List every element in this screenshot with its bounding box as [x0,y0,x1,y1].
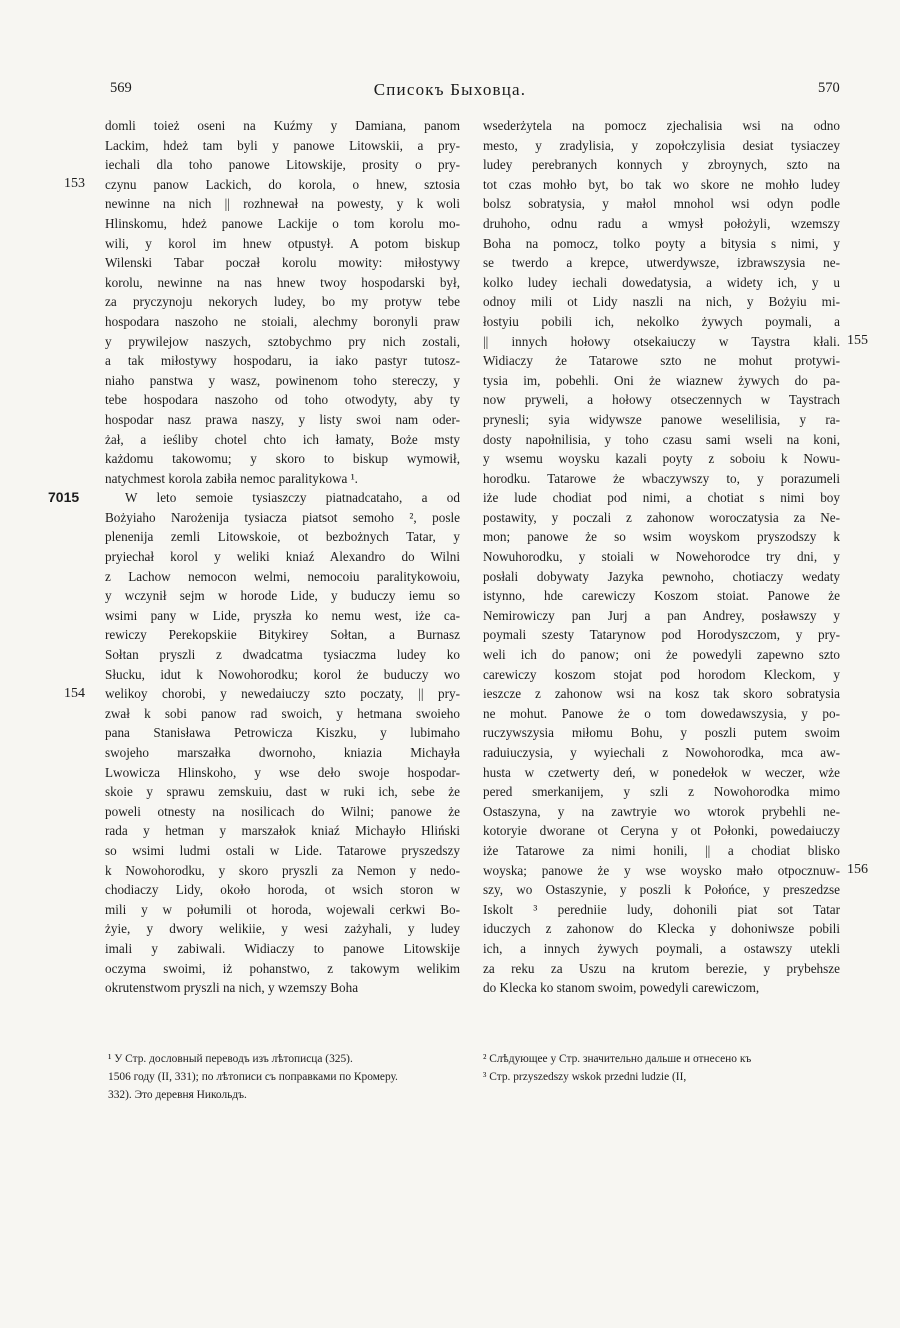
text-line: newinne na nich || rozhnewał na powesty, y k woli [105,196,460,212]
text-line: kolko ludey iechali dowedatysia, a widety ich, y u [483,274,840,290]
text-line: tot czas mohło byt, bo tak wo skore ne mohło ludey [483,176,840,192]
text-line: odnoy mili ot Lidy naszli na nich, y Bożyiu mi- [483,294,840,310]
text-line: żał, a ieśliby chotel chto ich łamaty, Boże msty [105,431,460,447]
footnote-line: ¹ У Стр. дословный переводъ изъ лѣтописца (325). [108,1053,353,1065]
text-line: okrutenstwom pryszli na nich, y wzemszy Boha [105,980,359,996]
text-line: pered smerkanijem, y szli z Nowohorodka mimo [483,784,840,800]
text-line: Iskolt ³ peredniie ludy, dohonili piat sot Tatar [483,901,840,917]
footnote-line: 1506 году (II, 331); по лѣтописи съ поправками по Кромеру. [108,1071,398,1083]
text-line: poymali szesty Tatarynow pod Horodyszczom, y pry- [483,627,840,643]
text-line: z Lachow nemocon welmi, nemocoiu paralitykowoiu, [105,568,460,584]
text-line: dosty napołnilisia, y toho czasu sami wseli na koni, [483,431,840,447]
text-line: wsederżytela na pomocz zjechalisia wsi na odno [483,118,840,133]
text-line: wsimi pany w Lide, pryszła ko nemu west, iże ca- [105,607,460,623]
text-line: prynesli; syia widywsze panowe weselilisia, y ra- [483,411,840,427]
text-line: żyie, y dwory welikiie, y wesi zażyhali, y ludey [105,921,460,937]
running-header [0,80,900,102]
text-line: do Klecka ko stanom swoim, powedyli carewiczom, [483,980,760,996]
text-line: carewiczy koszom stojat pod horodom Kleckom, y [483,666,840,682]
margin-number-153: 153 [64,176,85,191]
text-line: Lackim, hdeż tam byli y panowe Litowskii, a pry- [105,137,460,153]
text-line: tysia im, pobehli. Oni że wiaznew żywych do pa- [483,372,840,388]
text-line: kotoryie dworane ot Ceryna y ot Połonki, powedaiuczy [483,823,840,839]
text-line: łostyiu pobili ich, nekolko żywych poymali, a [483,313,840,329]
text-line: tebe hospodara naszoho od toho otwodyty, aby ty [105,392,460,408]
text-line: natychmest korola zabiła nemoc paralitykowa ¹. [105,470,358,486]
text-line: plenenija zemli Litowskoie, ot bezbożnych Tatar, y [105,529,460,545]
text-line: mesto, y zradylisia, y zopołczylisia desiat tysiaczey [483,137,840,153]
text-line: poweli otnesty na nosilicach do Wilni; panowe że [105,803,460,819]
margin-number-155: 155 [847,333,868,348]
text-line: || innych hołowy otsekaiuczy w Taystra kłali. [483,333,840,349]
text-line: iduczych z zahonow do Klecka y dohoniwsze pobili [483,921,840,937]
footnotes-right [483,1050,843,1086]
text-line: weli ich do panow; oni że powedyli zapewno szto [483,647,840,663]
text-line: zwał k sobi panow rad swoich, y hetmana swoieho [105,705,460,721]
text-line: Widiaczy że Tatarowe szto ne mohut protywi- [483,353,840,369]
text-line: wili, y korol im hnew otpustył. A potom biskup [105,235,460,251]
margin-number-156: 156 [847,862,868,877]
text-line: se twerdo a krepce, utwerdywsze, izbrawszysia ne- [483,255,840,271]
text-line: y wsemu woysku kazali poyty z soboiu k Nowu- [483,451,840,467]
text-line: imali y zabiwali. Widiaczy to panowe Litowskije [105,940,460,956]
text-line: Słucku, idut k Nowohorodku; korol że buduczy wo [105,666,460,682]
footnote-line: ² Слѣдующее у Стр. значительно дальше и отнесено къ [483,1053,752,1065]
text-line: postawity, y poczali z zahonow woroczatysia za Ne- [483,509,840,525]
text-line: y wczynił sejm w horode Lide, y buduczy iemu so [105,588,460,604]
text-line: ludey perebranych konnych y zbroynych, szto na [483,157,840,173]
text-line: Ostaszyna, y na zawtryie wo wtorok prybehli ne- [483,803,840,819]
text-line: so wsimi ludmi ostali w Lide. Tatarowe pryszedszy [105,842,460,858]
text-line: hospodara naszoho ne stoiali, alechmy boronyli praw [105,313,460,329]
footnote-line: 332). Это деревня Никольдъ. [108,1089,247,1101]
text-line: ne mohut. Panowe że o tom dowedawszysia, y po- [483,705,840,721]
text-line: ich, a innych żywych poymali, a ostawszy utekli [483,940,840,956]
text-line: każdomu takowomu; y skoro to biskup wymowił, [105,451,460,467]
page-number-right: 570 [818,80,840,96]
text-line: pana Stanisława Petrowicza Kiszku, y lubimaho [105,725,460,741]
text-line: Nemirowiczy pan Jurj a pan Andrey, posławszy y [483,607,840,623]
text-line: Hlinskomu, hdeż panowe Lackije o tom korolu mo- [105,215,460,231]
text-line: ieszcze z zahonow wsi na kosz tak skoro sobratysia [483,686,840,702]
text-line: rewiczy Perekopskiie Bitykirey Sołtan, a Burnasz [105,627,460,643]
text-line: now pryweli, a hołowy otseczennych w Taystrach [483,392,840,408]
text-line: istynno, hde carewiczy Koszom stoiat. Panowe że [483,588,840,604]
text-line: hospodar nasz prawa naszy, y listy swoi nam oder- [105,411,460,427]
text-line: ruczywszysia miłomu Bohu, y poszli putem swoim [483,725,840,741]
text-line: szy, wo Ostaszynie, y poszli k Połońce, y preszedzse [483,882,840,898]
text-line: y prywilejow naszych, sztobychmo pry nich zostali, [105,333,460,349]
text-line: iże lude chodiat pod nimi, a chotiat s nimi boy [483,490,840,506]
text-line: horodku. Tatarowe że wbaczywszy to, y porazumeli [483,470,840,486]
running-title: Списокъ Быховца. [373,80,527,99]
margin-year-7015: 7015 [48,489,80,505]
text-line: husta w czetwerty deń, w ponedełok w weczer, wże [483,764,840,780]
text-line: niaho panstwa y wasz, powinenom toho stereczy, y [105,372,460,388]
text-line: za reku za Uszu na krutom berezie, y prybehsze [483,960,840,976]
text-line: rada y hetman y marszałok kniaź Michayło Hliński [105,823,460,839]
text-line: Nowuhorodku, y stoiali w Nowehorodce try dni, y [483,549,840,565]
text-line: chodiaczy Lidy, około horoda, ot wsich storon w [105,882,460,898]
text-line: posłali dobywaty Jazyka pewnoho, chotiaczy wedaty [483,568,840,584]
text-line: mili y w połumili ot horoda, wojewali cerkwi Bo- [105,901,460,917]
text-line: welikoy chorobi, y newedaiuczy szto poczaty, || pry- [105,686,460,702]
text-line: Sołtan pryszli z dwadcatma tysiaczma ludey ko [105,647,460,663]
text-line: a tak miłostywy hospodaru, ia iako pastyr tutosz- [105,353,460,369]
text-line: Bożyiaho Narożenija tysiacza piatsot semoho ², posle [105,509,460,525]
text-line: pryiechał korol y weliki kniaź Alexandro do Wilni [105,549,460,565]
text-line: domli toież oseni na Kuźmy y Damiana, panom [105,118,460,133]
text-line: korolu, newinne na nas hnew twoy hospodarski był, [105,274,460,290]
text-line: W leto semoie tysiaszczy piatnadcataho, a od [125,490,460,506]
text-line: iechali dla toho panowe Litowskije, prosity o pry- [105,157,460,173]
text-line: druhoho, odnu radu a wmysł położyli, wzemszy [483,215,840,231]
left-column-text [105,116,460,998]
text-line: czynu panow Lackich, do korola, o hnew, sztosia [105,176,460,192]
text-line: bolsz sobratysia, y małol mnohol wsi odyn podle [483,196,840,212]
text-line: oczyma swoimi, iż pohanstwo, z takowym welikim [105,960,460,976]
page-number-left: 569 [110,80,132,96]
text-line: iże Tatarowe za nimi honili, || a chodiat blisko [483,842,840,858]
text-line: Boha na pomocz, tolko poyty a bitysia s nimi, y [483,235,840,251]
text-line: mon; panowe że so wsim woyskom pryszodszy k [483,529,840,545]
text-line: Wilenski Tabar poczał korolu mowity: miłostywy [105,255,460,271]
right-column-text [483,116,840,998]
margin-number-154: 154 [64,686,85,701]
text-line: swojeho marszałka dwornoho, kniazia Michayła [105,745,460,760]
text-line: za pryczynoju nekorych ludey, bo my protyw tebe [105,294,460,310]
text-line: Lwowicza Hlinskoho, y wse dełо swoje hospodar- [105,764,460,780]
text-line: k Nowohorodku, y skoro pryszli za Nemon y nedo- [105,862,460,878]
footnote-line: ³ Стр. przyszedszy wskok przedni ludzie (II, [483,1071,687,1083]
text-line: woyska; panowe że y wse woysko mało otpocznuw- [483,862,840,878]
text-line: skoie y sprawu zemskuiu, dast w ruki ich, sebe że [105,784,460,800]
text-line: raduiuczysia, y wyiechali z Nowohorodka, mca aw- [483,745,840,760]
footnotes-left [108,1050,476,1104]
